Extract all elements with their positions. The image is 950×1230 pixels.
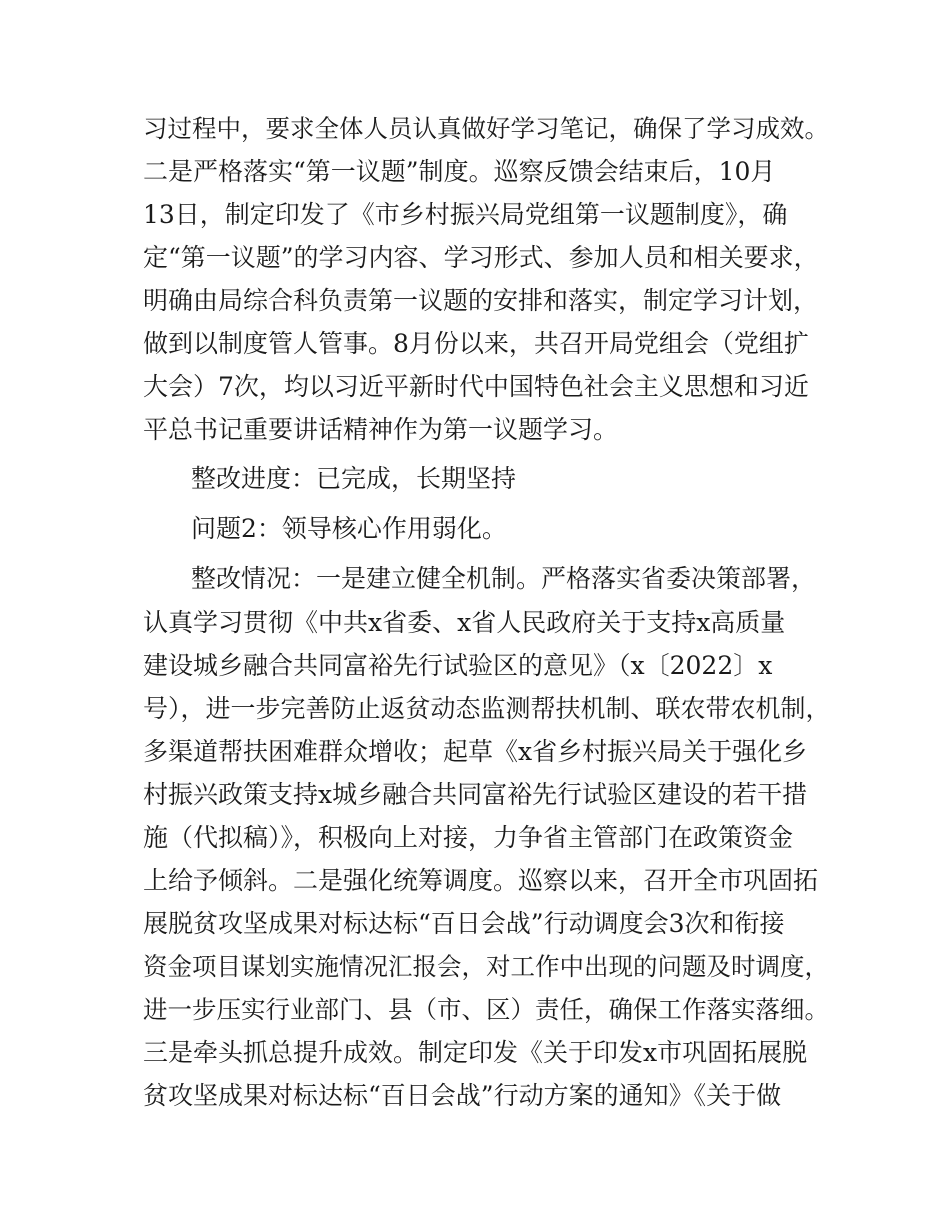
text-line: 平总书记重要讲话精神作为第一议题学习。 bbox=[143, 415, 619, 444]
issue-heading: 问题2：领导核心作用弱化。 bbox=[191, 514, 507, 543]
text-line: 三是牵头抓总提升成效。制定印发《关于印发x市巩固拓展脱 bbox=[143, 1038, 808, 1067]
text-line: 整改情况：一是建立健全机制。严格落实省委决策部署， bbox=[191, 564, 817, 593]
text-line: 号），进一步完善防止返贫动态监测帮扶机制、联农带农机制， bbox=[143, 694, 831, 723]
text-line: 13日，制定印发了《市乡村振兴局党组第一议题制度》，确 bbox=[143, 200, 788, 229]
text-line: 资金项目谋划实施情况汇报会，对工作中出现的问题及时调度， bbox=[143, 952, 829, 981]
text-line: 习过程中，要求全体人员认真做好学习笔记，确保了学习成效。 bbox=[143, 114, 829, 143]
text-line: 进一步压实行业部门、县（市、区）责任，确保工作落实落细。 bbox=[143, 995, 829, 1024]
text-line: 认真学习贯彻《中共x省委、x省人民政府关于支持x高质量 bbox=[143, 608, 786, 637]
text-line: 二是严格落实“第一议题”制度。巡察反馈会结束后，10月 bbox=[143, 157, 776, 186]
rectification-progress: 整改进度：已完成，长期坚持 bbox=[191, 464, 517, 493]
text-line: 展脱贫攻坚成果对标达标“百日会战”行动调度会3次和衔接 bbox=[143, 909, 785, 938]
text-line: 明确由局综合科负责第一议题的安排和落实，制定学习计划， bbox=[143, 286, 819, 315]
text-line: 村振兴政策支持x城乡融合共同富裕先行试验区建设的若干措 bbox=[143, 780, 808, 809]
text-line: 上给予倾斜。二是强化统筹调度。巡察以来，召开全市巩固拓 bbox=[143, 866, 819, 895]
text-line: 定“第一议题”的学习内容、学习形式、参加人员和相关要求， bbox=[143, 243, 819, 272]
text-line: 建设城乡融合共同富裕先行试验区的意见》（x〔2022〕x bbox=[143, 651, 773, 680]
text-line: 施（代拟稿）》，积极向上对接，力争省主管部门在政策资金 bbox=[143, 823, 794, 852]
text-line: 贫攻坚成果对标达标“百日会战”行动方案的通知》《关于做 bbox=[143, 1081, 782, 1110]
text-line: 多渠道帮扶困难群众增收；起草《x省乡村振兴局关于强化乡 bbox=[143, 737, 808, 766]
text-line: 大会）7次，均以习近平新时代中国特色社会主义思想和习近 bbox=[143, 372, 809, 401]
text-line: 做到以制度管人管事。8月份以来，共召开局党组会（党组扩 bbox=[143, 329, 809, 358]
